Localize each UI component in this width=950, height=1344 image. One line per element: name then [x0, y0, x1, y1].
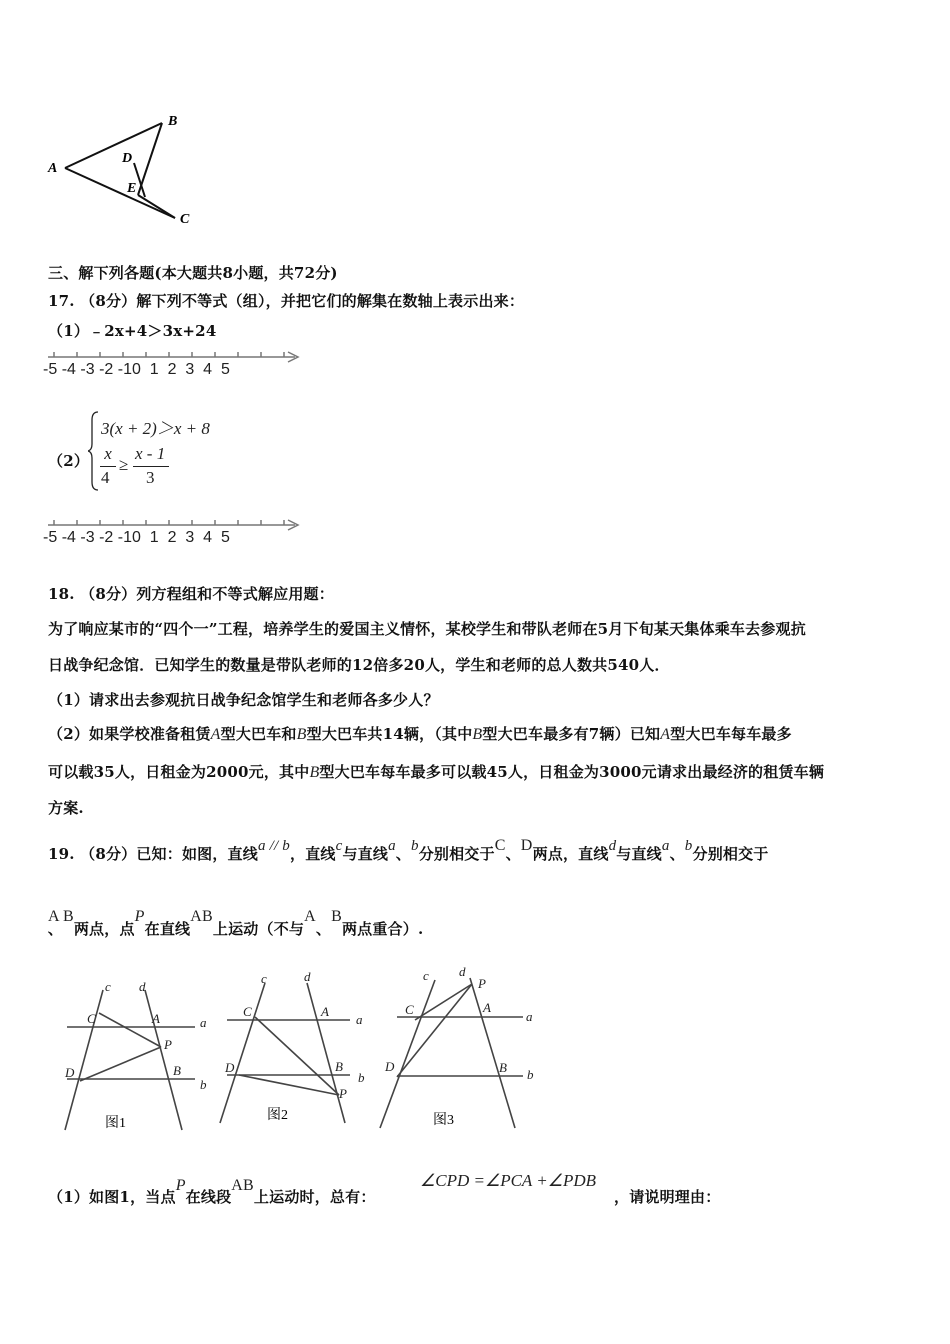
tick-label: -1: [117, 361, 132, 378]
angle-equation: ∠CPD =∠PCA +∠PDB: [420, 1171, 597, 1190]
fig2-P: P: [339, 1086, 347, 1101]
fig3-D: D: [385, 1059, 395, 1074]
tick-label: -2: [99, 361, 114, 378]
tick-label: -2: [99, 529, 114, 546]
tick-label: -4: [61, 361, 76, 378]
q19-text: 、: [669, 845, 685, 863]
fig3-A: A: [483, 1000, 491, 1015]
q18-line3-text: 型大巴车每车最多可以载45人，日租金为3000元请求出最经济的租赁车辆: [319, 763, 825, 781]
label-E: E: [127, 181, 137, 196]
fig3-c: c: [423, 968, 429, 983]
var-ab: a // b: [257, 838, 291, 854]
q19-sub1-text: （1）如图1，当点: [48, 1188, 176, 1206]
tick-label: 4: [203, 529, 213, 546]
tick-label: -1: [117, 529, 132, 546]
q18-sub2-text: 型大巴车和: [220, 725, 297, 743]
fig1-b: b: [200, 1077, 207, 1092]
fig1-C: C: [87, 1011, 96, 1026]
number-line-2-labels: [43, 529, 230, 547]
var-C: C: [494, 837, 506, 854]
tick-label: 2: [167, 529, 177, 546]
q19-text: 、: [505, 845, 521, 863]
q19-text: 、: [47, 920, 63, 938]
figure-2: [215, 965, 375, 1135]
var-B: B: [472, 726, 483, 743]
tick-label: 1: [149, 361, 159, 378]
q19-text: 与直线: [342, 845, 389, 863]
q17-part2-label: （2）: [48, 452, 90, 470]
q18-sub2-text: 型大巴车每车最多: [670, 725, 792, 743]
var-d: d: [608, 838, 617, 854]
var-a: a: [661, 838, 670, 854]
q18-sub2-text: 型大巴车共14辆，（其中: [306, 725, 473, 743]
tick-label: 3: [185, 529, 195, 546]
q19-sub1-tail: ，请说明理由：: [614, 1188, 721, 1206]
q19-text: 、: [315, 920, 332, 938]
q18-para-line-2: 日战争纪念馆．已知学生的数量是带队老师的12倍多20人，学生和老师的总人数共540人．: [48, 656, 670, 674]
var-A: A: [304, 908, 316, 925]
q19-sub1-text: 上运动时，总有：: [253, 1188, 376, 1206]
var-D: D: [520, 837, 533, 854]
var-B: B: [331, 908, 342, 925]
tick-label: -5: [43, 361, 58, 378]
frac-left-bar: [100, 466, 116, 467]
var-A: A: [660, 726, 671, 743]
frac-left-num: x: [104, 444, 112, 463]
fig3-a: a: [526, 1009, 533, 1024]
fig1-caption: 图1: [105, 1116, 126, 1131]
q18-sub2-text: 型大巴车最多有7辆）已知: [482, 725, 661, 743]
frac-left-den: 4: [101, 468, 110, 487]
frac-right-bar: [133, 466, 169, 467]
q19-text: 19. （8分）已知：如图，直线: [48, 845, 258, 863]
var-A: A: [210, 726, 221, 743]
var-c: c: [335, 838, 343, 854]
var-b: b: [684, 838, 693, 854]
triangle-figure: [40, 105, 210, 235]
fig3-B: B: [499, 1060, 507, 1075]
q19-text: 上运动（不与: [212, 920, 305, 938]
tick-label: -3: [80, 529, 95, 546]
fig3-C: C: [405, 1002, 414, 1017]
q19-sub1-text: 在线段: [185, 1188, 232, 1206]
fig1-D: D: [65, 1065, 75, 1080]
q17-part1-expr: ﹣2x+4＞3x+24: [89, 322, 217, 340]
tick-label: -4: [61, 529, 76, 546]
var-B: B: [62, 908, 74, 925]
fig3-b: b: [527, 1067, 534, 1082]
q19-text: 分别相交于: [692, 845, 769, 863]
fig2-B: B: [335, 1059, 343, 1074]
tick-label: 5: [220, 529, 230, 546]
tick-label: 5: [220, 361, 230, 378]
fig1-B: B: [173, 1063, 181, 1078]
label-B: B: [168, 114, 178, 129]
fig3-d: d: [459, 964, 466, 979]
fig1-P: P: [164, 1037, 172, 1052]
frac-right-num: x - 1: [135, 444, 166, 463]
var-A: A: [48, 908, 60, 925]
q18-title: 18. （8分）列方程组和不等式解应用题：: [48, 585, 334, 603]
label-C: C: [180, 212, 190, 227]
tick-label: 0: [131, 361, 141, 378]
fig2-a: a: [356, 1012, 363, 1027]
q19-sub1: [48, 1177, 376, 1207]
q19-line-2: [47, 908, 424, 939]
var-b: b: [411, 838, 419, 854]
fig2-b: b: [358, 1070, 365, 1085]
q17-part1-label: （1）: [48, 322, 90, 340]
fig2-C: C: [243, 1004, 252, 1019]
tick-label: -5: [43, 529, 58, 546]
fig1-c: c: [105, 979, 111, 994]
fig2-A: A: [321, 1004, 329, 1019]
tick-label: -3: [80, 361, 95, 378]
q18-sub1: （1）请求出去参观抗日战争纪念馆学生和老师各多少人？: [48, 691, 439, 709]
q18-para-line-1: 为了响应某市的“四个一”工程，培养学生的爱国主义情怀，某校学生和带队老师在5月下旬某天集体乘车去参观抗: [48, 620, 806, 638]
fig3-caption: 图3: [433, 1113, 454, 1128]
q18-line-4: 方案.: [48, 799, 84, 817]
q17-part1: [48, 320, 216, 341]
tick-label: 1: [149, 529, 159, 546]
q19-text: 两点，直线: [532, 845, 609, 863]
fig2-D: D: [225, 1060, 235, 1075]
fig2-caption: 图2: [267, 1108, 288, 1123]
q19-text: 分别相交于: [418, 845, 495, 863]
var-B: B: [309, 764, 320, 781]
q19-text: 两点，点: [73, 920, 135, 938]
q19-text: 与直线: [616, 845, 662, 863]
fig1-a: a: [200, 1015, 207, 1030]
q17-title: 17. （8分）解下列不等式（组），并把它们的解集在数轴上表示出来：: [48, 292, 525, 310]
fig1-A: A: [152, 1011, 160, 1026]
system-line-1: 3(x + 2)＞x + 8: [101, 419, 210, 438]
q19-text: 在直线: [144, 920, 191, 938]
system-brace: [88, 410, 100, 492]
label-A: A: [48, 161, 58, 176]
geq-sign: ≥: [119, 455, 129, 474]
figure-3: [375, 960, 550, 1135]
label-D: D: [122, 151, 133, 166]
frac-right-den: 3: [146, 468, 155, 487]
tick-label: 2: [167, 361, 177, 378]
q18-line-3: [48, 761, 824, 782]
q19-text: 两点重合）.: [341, 920, 424, 938]
number-line-1-labels: [43, 361, 230, 379]
q18-sub2: [48, 723, 792, 744]
fig2-c: c: [261, 971, 267, 986]
fig3-P: P: [478, 976, 486, 991]
tick-label: 4: [203, 361, 213, 378]
var-P: P: [134, 908, 145, 925]
var-a: a: [388, 838, 396, 854]
q19-text: ，直线: [290, 845, 336, 863]
fig2-d: d: [304, 969, 311, 984]
q18-sub2-text: （2）如果学校准备租赁: [48, 725, 211, 743]
q19-text: 、: [395, 845, 411, 863]
var-B: B: [296, 726, 307, 743]
fig1-d: d: [139, 979, 146, 994]
q18-line3-text: 可以载35人，日租金为2000元，其中: [48, 763, 310, 781]
var-AB: AB: [190, 908, 213, 925]
tick-label: 0: [131, 529, 141, 546]
var-AB: AB: [231, 1177, 254, 1194]
section-heading: 三、解下列各题(本大题共8小题，共72分): [48, 264, 338, 282]
tick-label: 3: [185, 361, 195, 378]
var-P: P: [175, 1177, 186, 1194]
figure-1: [55, 975, 215, 1135]
q19-line-1: [48, 837, 769, 864]
